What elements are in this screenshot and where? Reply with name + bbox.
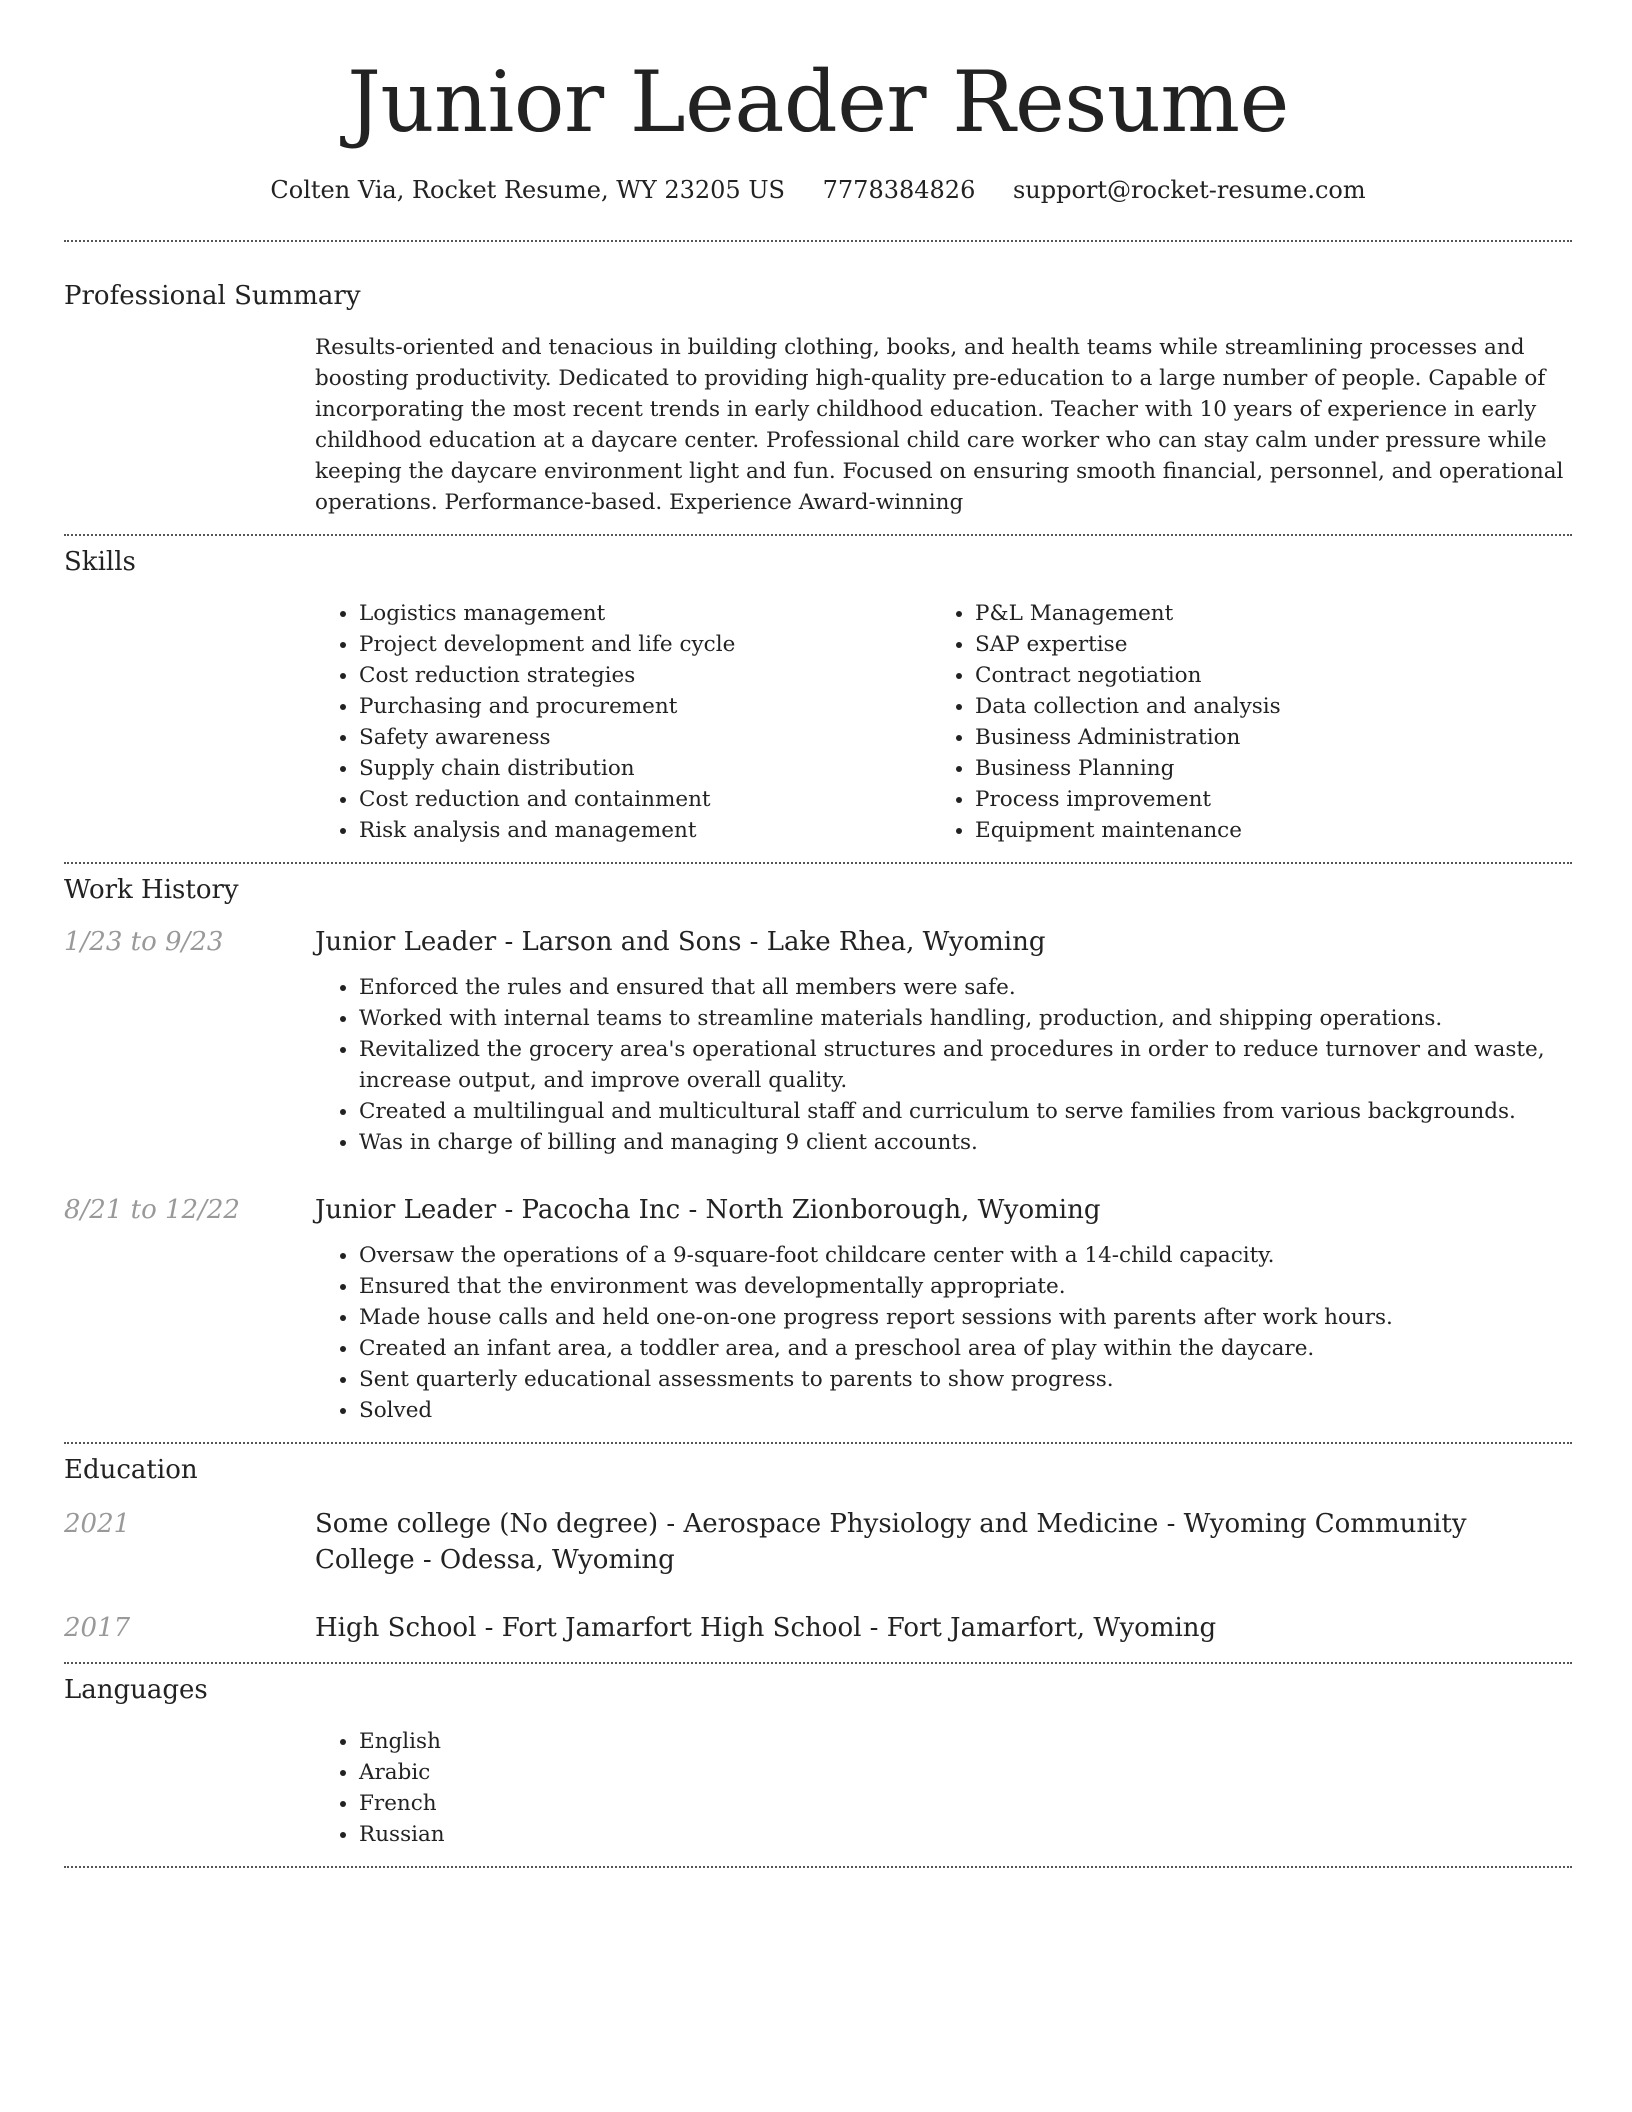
education-heading: Education — [64, 1455, 198, 1485]
education-detail: High School - Fort Jamarfort High School - Fort Jamarfort, Wyoming — [315, 1613, 1217, 1643]
skill-item: • Equipment maintenance — [975, 815, 1547, 846]
divider — [64, 1442, 1572, 1444]
resume-title: Junior Leader Resume — [347, 53, 1289, 151]
languages-section — [64, 1674, 1572, 1850]
skill-item: • Cost reduction and containment — [359, 784, 931, 815]
job-title: Junior Leader - Pacocha Inc - North Zionborough, Wyoming — [315, 1195, 1101, 1225]
resume-page — [64, 0, 1572, 1868]
job-bullet: • Ensured that the environment was developmentally appropriate. — [359, 1271, 1572, 1302]
contact-phone: 7778384826 — [822, 176, 976, 204]
contact-address: Colten Via, Rocket Resume, WY 23205 US — [270, 176, 785, 204]
job-bullet: • Solved — [359, 1395, 1572, 1426]
skill-item: • Logistics management — [359, 598, 931, 629]
divider — [64, 1662, 1572, 1664]
job-title: Junior Leader - Larson and Sons - Lake Rhea, Wyoming — [315, 927, 1046, 957]
education-entry — [64, 1610, 1572, 1646]
skill-item: • Safety awareness — [359, 722, 931, 753]
education-entry — [64, 1506, 1572, 1578]
education-date: 2021 — [64, 1509, 131, 1539]
divider — [64, 862, 1572, 864]
work-section — [64, 874, 1572, 1426]
job-date: 1/23 to 9/23 — [64, 927, 224, 957]
languages-heading: Languages — [64, 1675, 208, 1705]
job-bullet: • Created an infant area, a toddler area, and a preschool area of play within the daycare. — [359, 1333, 1572, 1364]
summary-text: Results-oriented and tenacious in building clothing, books, and health teams while streamlining processes and boosting productivity. Dedicated to providing high-quality pre-education to a large number of people. Capable of incorporating the most recent trends in early childhood education. Teacher with 10 years of experience in early childhood education at a daycare center. Professional child care worker who can stay calm under pressure while keeping the daycare environment light and fun. Focused on ensuring smooth financial, personnel, and operational operations. Performance-based. Experience Award-winning — [315, 335, 1564, 515]
job-entry — [64, 1192, 1572, 1426]
skill-item: • Project development and life cycle — [359, 629, 931, 660]
skill-item: • P&L Management — [975, 598, 1547, 629]
skills-section — [64, 546, 1572, 846]
job-bullet: • Revitalized the grocery area's operational structures and procedures in order to reduce turnover and waste, increase output, and improve overall quality. — [359, 1034, 1572, 1096]
summary-section — [64, 280, 1572, 518]
skills-column-left — [315, 598, 931, 846]
job-date: 8/21 to 12/22 — [64, 1195, 240, 1225]
divider — [64, 240, 1572, 242]
language-item: • Arabic — [359, 1757, 1572, 1788]
job-bullet: • Worked with internal teams to streamline materials handling, production, and shipping operations. — [359, 1003, 1572, 1034]
work-heading: Work History — [64, 875, 239, 905]
job-bullet: • Sent quarterly educational assessments to parents to show progress. — [359, 1364, 1572, 1395]
skill-item: • Purchasing and procurement — [359, 691, 931, 722]
job-entry — [64, 924, 1572, 1158]
divider — [64, 534, 1572, 536]
education-date: 2017 — [64, 1613, 131, 1643]
language-item: • French — [359, 1788, 1572, 1819]
job-bullet: • Was in charge of billing and managing 9 client accounts. — [359, 1127, 1572, 1158]
language-item: • Russian — [359, 1819, 1572, 1850]
skill-item: • Risk analysis and management — [359, 815, 931, 846]
job-bullet: • Oversaw the operations of a 9-square-foot childcare center with a 14-child capacity. — [359, 1240, 1572, 1271]
education-section — [64, 1454, 1572, 1646]
skill-item: • Cost reduction strategies — [359, 660, 931, 691]
skill-item: • Process improvement — [975, 784, 1547, 815]
skill-item: • Business Administration — [975, 722, 1547, 753]
skills-heading: Skills — [64, 547, 136, 577]
skill-item: • SAP expertise — [975, 629, 1547, 660]
skill-item: • Data collection and analysis — [975, 691, 1547, 722]
job-bullet: • Created a multilingual and multicultural staff and curriculum to serve families from various backgrounds. — [359, 1096, 1572, 1127]
contact-email[interactable]: support@rocket-resume.com — [1012, 176, 1366, 204]
contact-line — [64, 174, 1572, 206]
skill-item: • Contract negotiation — [975, 660, 1547, 691]
skills-column-right — [931, 598, 1547, 846]
skill-item: • Supply chain distribution — [359, 753, 931, 784]
divider — [64, 1866, 1572, 1868]
language-item: • English — [359, 1726, 1572, 1757]
summary-heading: Professional Summary — [64, 281, 361, 311]
skill-item: • Business Planning — [975, 753, 1547, 784]
job-bullet: • Enforced the rules and ensured that all members were safe. — [359, 972, 1572, 1003]
job-bullet: • Made house calls and held one-on-one progress report sessions with parents after work hours. — [359, 1302, 1572, 1333]
education-detail: Some college (No degree) - Aerospace Physiology and Medicine - Wyoming Community College - Odessa, Wyoming — [315, 1509, 1467, 1575]
